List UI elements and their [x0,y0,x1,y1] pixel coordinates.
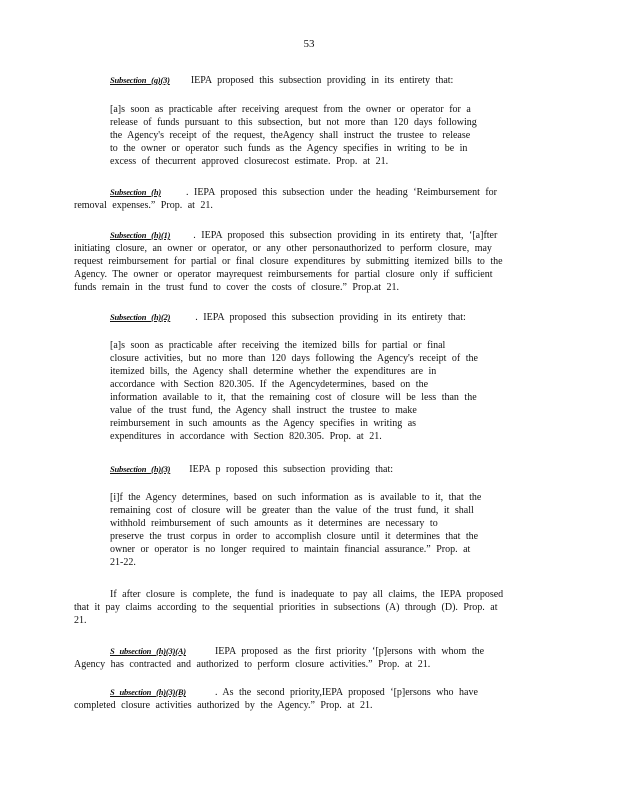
quote-line: to the owner or operator such funds as the Agency specifies in writing to be in [110,143,468,154]
paragraph-h2-intro [110,311,466,324]
page-number: 53 [303,38,315,50]
block-quote-g3 [110,103,477,168]
paragraph-closure-fund [74,588,503,627]
paragraph-text: . IEPA proposed this subsection providing in its entirety that, ‘[a]fter [193,230,498,241]
quote-line: preserve the trust corpus in order to accomplish closure until it determines that the [110,531,479,542]
paragraph-text: completed closure activities authorized by the Agency.” Prop. at 21. [74,700,373,711]
paragraph-text: IEPA p roposed this subsection providing that: [189,464,394,475]
block-quote-h3 [110,491,481,569]
quote-line: remaining cost of closure will be greater than the value of the trust fund, it shall [110,505,474,516]
paragraph-text: . IEPA proposed this subsection providing in its entirety that: [195,312,466,323]
subsection-label: Subsection (h)(2) [110,312,171,322]
quote-line: withhold reimbursement of such amounts as it determines are necessary to [110,518,438,529]
paragraph-h3b [74,686,478,712]
quote-line: itemized bills, the Agency shall determine whether the expenditures are in [110,366,437,377]
quote-line: information available to it, that the remaining cost of closure will be less than the [110,392,477,403]
paragraph-h1 [74,229,503,294]
subsection-label: Subsection (g)(3) [110,75,170,85]
quote-line: the Agency's receipt of the request, theAgency shall instruct the trustee to release [110,130,471,141]
quote-line: accordance with Section 820.305. If the Agencydetermines, based on the [110,379,429,390]
paragraph-line: initiating closure, an owner or operator, or any other personauthorized to perform closure, may [74,243,492,254]
paragraph-text: IEPA proposed as the first priority ‘[p]ersons with whom the [214,646,485,657]
paragraph-line: funds remain in the trust fund to cover the costs of closure.” Prop.at 21. [74,282,400,293]
subsection-label: Subsection (h)(3) [110,464,171,474]
quote-line: [a]s soon as practicable after receiving arequest from the owner or operator for a [110,104,471,115]
quote-line: [a]s soon as practicable after receiving the itemized bills for partial or final [110,340,446,351]
quote-line: 21-22. [110,557,136,568]
quote-line: reimbursement in such amounts as the Agency specifies in writing as [110,418,417,429]
paragraph-h [74,186,497,212]
paragraph-line: that it pay claims according to the sequential priorities in subsections (A) through (D). Prop. at [74,602,498,613]
paragraph-text: Agency has contracted and authorized to perform closure activities.” Prop. at 21. [74,659,431,670]
paragraph-h3-intro [110,463,393,476]
quote-line: closure activities, but no more than 120 days following the Agency's receipt of the [110,353,478,364]
paragraph-text: . IEPA proposed this subsection under the heading ‘Reimbursement for [185,187,498,198]
quote-line: expenditures in accordance with Section 820.305. Prop. at 21. [110,431,382,442]
paragraph-text: removal expenses.” Prop. at 21. [74,200,213,211]
quote-line: excess of thecurrent approved closurecost estimate. Prop. at 21. [110,156,389,167]
quote-line: release of funds pursuant to this subsection, but not more than 120 days following [110,117,477,128]
block-quote-h2 [110,339,478,443]
subsection-label: Subsection (h)(1) [110,230,171,240]
paragraph-h3a [74,645,484,671]
paragraph-line: 21. [74,615,87,626]
quote-line: [i]f the Agency determines, based on such information as is available to it, that the [110,492,482,503]
paragraph-line: If after closure is complete, the fund is inadequate to pay all claims, the IEPA proposed [110,589,504,600]
paragraph-line: request reimbursement for partial or final closure expenditures by submitting itemized bills to the [74,256,503,267]
paragraph-text: . As the second priority,IEPA proposed ‘[p]ersons who have [214,687,478,698]
quote-line: owner or operator is no longer required to maintain financial assurance.” Prop. at [110,544,471,555]
paragraph-g3-intro [110,74,453,87]
paragraph-text: IEPA proposed this subsection providing in its entirety that: [190,75,454,86]
subsection-label: Subsection (h) [110,187,161,197]
subsection-label: S ubsection (h)(3)(A) [110,646,186,656]
paragraph-line: Agency. The owner or operator mayrequest reimbursements for partial closure only if sufficient [74,269,493,280]
subsection-label: S ubsection (h)(3)(B) [110,687,186,697]
quote-line: value of the trust fund, the Agency shall instruct the trustee to make [110,405,417,416]
